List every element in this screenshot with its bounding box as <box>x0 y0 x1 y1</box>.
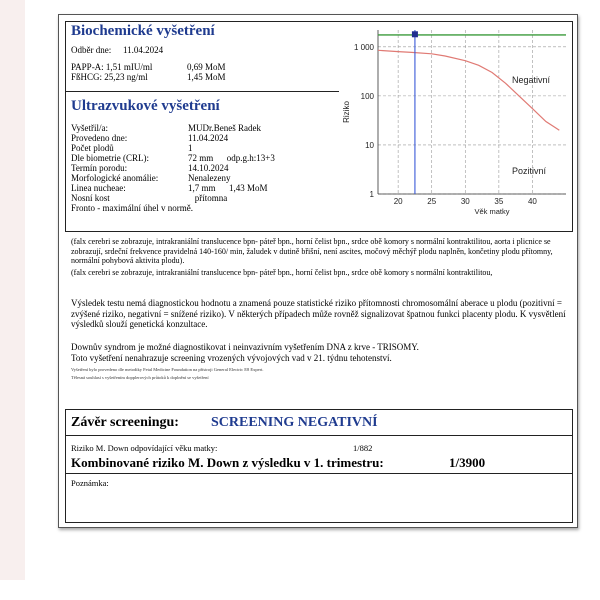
chart-y-tick-label: 100 <box>360 91 374 101</box>
note-label: Poznámka: <box>71 478 109 488</box>
chart-y-tick-label: 1 000 <box>353 42 374 52</box>
us-value: 1,7 mm 1,43 MoM <box>188 183 268 193</box>
bio-date-value: 11.04.2024 <box>123 45 164 55</box>
bio-row-hcg: FßHCG: 25,23 ng/ml <box>71 72 148 82</box>
fine-print-2: Tělesná souhlasí s vyšetřením dopplerových průtoků k doplnění se vyšetření <box>71 375 209 380</box>
us-label: Linea nucheae: <box>71 183 126 193</box>
us-value: 72 mm odp.g.h:13+3 <box>188 153 275 163</box>
us-title: Ultrazvukové vyšetření <box>71 98 220 114</box>
bio-title: Biochemické vyšetření <box>71 23 215 39</box>
chart-annotation-negative: Negativní <box>512 75 551 85</box>
us-value: 11.04.2024 <box>188 133 229 143</box>
chart-annotation-positive: Pozitivní <box>512 166 547 176</box>
chart-marker <box>412 31 418 37</box>
chart-x-tick-label: 25 <box>427 197 437 206</box>
conclusion-value: SCREENING NEGATIVNÍ <box>211 415 378 430</box>
chart-series-risk-curve <box>378 50 559 130</box>
chart-y-axis-label: Riziko <box>342 101 351 123</box>
bio-row-hcg-mom: 1,45 MoM <box>187 72 226 82</box>
chart-y-tick-label: 1 <box>369 190 374 199</box>
us-label: Provedeno dne: <box>71 133 128 143</box>
fine-print-1: Vyšetření bylo provedeno dle metodiky Fetal Medicine Foundation na přístroji General Electric E8 Expert. <box>71 367 264 372</box>
findings-paragraph-2: (falx cerebri se zobrazuje, intrakraniální translucence bpn- páteř bpn., horní čelist bpn., srdce obě komory s normální kontraktilitou, <box>71 268 493 277</box>
chart-x-tick-label: 35 <box>494 197 504 206</box>
us-value: MUDr.Beneš Radek <box>188 123 261 133</box>
risk-age-value: 1/882 <box>353 443 373 453</box>
us-value: přítomna <box>188 193 228 203</box>
us-label: Nosní kost <box>71 193 110 203</box>
chart-x-tick-label: 30 <box>460 197 470 206</box>
findings-paragraph: (falx cerebri se zobrazuje, intrakraniální translucence bpn- páteř bpn., horní čelist bpn., srdce obě komory s normální kontraktilitou, aorta i plicnice se zobrazují, srdeční frekvence pravidelná 140-160/ min, žaludek v dutině břišní, není ascites, močový měchýř plodu naplněn, končetiny plodu přítomny, normální pohybová aktivita plodu). <box>71 237 553 265</box>
risk-age-label: Riziko M. Down odpovídající věku matky: <box>71 443 218 453</box>
us-value: 1 <box>188 143 193 153</box>
risk-chart-svg <box>340 20 574 220</box>
us-value: Nenalezeny <box>188 173 231 183</box>
divider-line <box>65 91 339 92</box>
us-label: Vyšetřil/a: <box>71 123 108 133</box>
us-value: 14.10.2024 <box>188 163 229 173</box>
risk-combined-value: 1/3900 <box>449 455 486 470</box>
us-label: Termín porodu: <box>71 163 128 173</box>
risk-combined-label: Kombinované riziko M. Down z výsledku v 1. trimestru: <box>71 455 384 470</box>
chart-x-axis-label: Věk matky <box>474 207 510 216</box>
bio-row-papp-mom: 0,69 MoM <box>187 62 226 72</box>
us-label: Počet plodů <box>71 143 114 153</box>
notes-downs: Downův syndrom je možné diagnostikovat i neinvazivním vyšetřením DNA z krve - TRISOMY. <box>71 342 419 352</box>
chart-x-tick-label: 40 <box>527 197 537 206</box>
bio-date-label: Odběr dne: <box>71 45 112 55</box>
us-label: Morfologické anomálie: <box>71 173 159 183</box>
conclusion-sep-1 <box>66 435 572 436</box>
us-fronto: Fronto - maximální úhel v normě. <box>71 203 193 213</box>
conclusion-label: Závěr screeningu: <box>71 415 179 430</box>
notes-paragraph: Výsledek testu nemá diagnostickou hodnotu a znamená pouze statistické riziko přítomnosti chromosomální aberace u plodu (pozitivní = zvýšené riziko, negativní = snížené riziko). V některých případech může rovněž signalizovat špatnou funkci placenty plodu. K vysvětlení výsledků slouží genetická konzultace. <box>71 298 566 329</box>
chart-y-tick-label: 10 <box>365 140 374 150</box>
conclusion-sep-2 <box>66 473 572 474</box>
risk-chart <box>340 20 574 220</box>
notes-screening: Toto vyšetření nenahrazuje screening vrozených vývojových vad v 21. týdnu tehotenství. <box>71 353 392 363</box>
side-strip <box>0 0 25 580</box>
us-label: Dle biometrie (CRL): <box>71 153 149 163</box>
bio-row-papp: PAPP-A: 1,51 mIU/ml <box>71 62 153 72</box>
chart-x-tick-label: 20 <box>393 197 403 206</box>
